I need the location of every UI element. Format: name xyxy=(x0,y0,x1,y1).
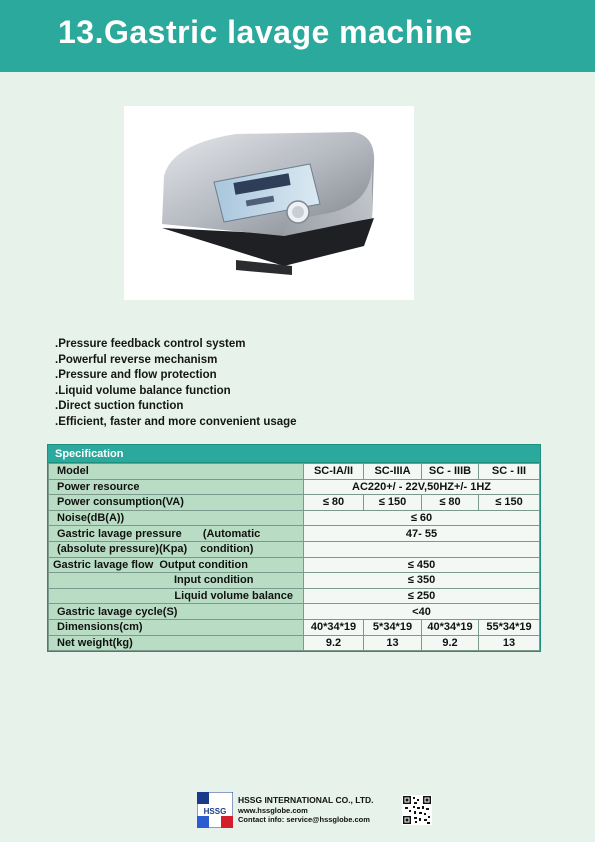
gastric-pressure-label xyxy=(49,526,304,542)
model-value: SC - IIIB xyxy=(422,464,479,480)
gastric-pressure-label-unit: (absolute pressure)(Kpa) xyxy=(57,543,188,556)
table-row xyxy=(49,479,540,495)
dimensions-value: 40*34*19 xyxy=(304,619,364,635)
dimensions-value: 40*34*19 xyxy=(422,619,479,635)
feature-item: .Powerful reverse mechanism xyxy=(55,353,218,366)
noise-label: Noise(dB(A)) xyxy=(49,510,304,526)
website-link[interactable]: www.hssglobe.com xyxy=(238,806,308,815)
gastric-flow-output-label xyxy=(49,557,304,573)
gastric-flow-label: Gastric lavage flow xyxy=(53,558,154,571)
weight-value: 9.2 xyxy=(304,635,364,651)
feature-item: .Pressure feedback control system xyxy=(55,338,246,350)
gastric-pressure-label-2 xyxy=(49,541,304,557)
hssg-logo-icon xyxy=(197,792,233,828)
cycle-value: <40 xyxy=(304,604,540,620)
power-consumption-value: ≤ 80 xyxy=(422,495,479,511)
table-row xyxy=(49,588,540,604)
weight-label: Net weight(kg) xyxy=(49,635,304,651)
product-photo xyxy=(124,106,414,300)
power-consumption-value: ≤ 150 xyxy=(479,495,540,511)
table-row xyxy=(49,557,540,573)
table-row xyxy=(49,635,540,651)
table-row xyxy=(49,604,540,620)
logo-text: HSSG xyxy=(203,807,227,816)
gastric-flow-balance-label: Liquid volume balance xyxy=(49,588,304,604)
gastric-pressure-value-2 xyxy=(304,541,540,557)
page-title: 13.Gastric lavage machine xyxy=(58,14,473,50)
model-value: SC-IIIA xyxy=(364,464,422,480)
dimensions-value: 5*34*19 xyxy=(364,619,422,635)
gastric-flow-balance-value: ≤ 250 xyxy=(304,588,540,604)
spec-grid xyxy=(48,463,540,651)
gastric-flow-input-label: Input condition xyxy=(49,573,304,589)
table-row xyxy=(49,619,540,635)
gastric-pressure-label-condition-2: condition) xyxy=(200,543,254,556)
dimensions-label: Dimensions(cm) xyxy=(49,619,304,635)
table-row xyxy=(49,541,540,557)
noise-value: ≤ 60 xyxy=(304,510,540,526)
model-value: SC-IA/II xyxy=(304,464,364,480)
table-row xyxy=(49,464,540,480)
model-label: Model xyxy=(49,464,304,480)
cycle-label: Gastric lavage cycle(S) xyxy=(49,604,304,620)
page-header xyxy=(0,0,595,72)
power-resource-label: Power resource xyxy=(49,479,304,495)
power-consumption-value: ≤ 150 xyxy=(364,495,422,511)
table-row xyxy=(49,510,540,526)
feature-item: .Efficient, faster and more convenient usage xyxy=(55,415,297,428)
power-consumption-label: Power consumption(VA) xyxy=(49,495,304,511)
gastric-pressure-label-main: Gastric lavage pressure xyxy=(57,527,182,540)
table-row xyxy=(49,526,540,542)
feature-list xyxy=(55,337,297,431)
gastric-flow-output-value: ≤ 450 xyxy=(304,557,540,573)
gastric-flow-output-condition: Output condition xyxy=(159,558,248,571)
table-row xyxy=(49,573,540,589)
weight-value: 13 xyxy=(479,635,540,651)
spec-title: Specification xyxy=(48,445,540,463)
weight-value: 13 xyxy=(364,635,422,651)
power-resource-value: AC220+/ - 22V,50HZ+/- 1HZ xyxy=(304,479,540,495)
model-value: SC - III xyxy=(479,464,540,480)
contact-info: Contact info: service@hssglobe.com xyxy=(238,815,370,824)
feature-item: .Liquid volume balance function xyxy=(55,384,231,397)
gastric-flow-input-value: ≤ 350 xyxy=(304,573,540,589)
qr-code-icon xyxy=(402,795,432,825)
table-row xyxy=(49,495,540,511)
dimensions-value: 55*34*19 xyxy=(479,619,540,635)
gastric-pressure-label-condition: (Automatic xyxy=(202,527,261,540)
gastric-lavage-machine-image xyxy=(124,106,414,300)
feature-item: .Direct suction function xyxy=(55,400,184,413)
specification-table xyxy=(47,444,541,652)
gastric-pressure-value: 47- 55 xyxy=(304,526,540,542)
company-name: HSSG INTERNATIONAL CO., LTD. xyxy=(238,795,374,805)
page-footer xyxy=(0,786,595,842)
weight-value: 9.2 xyxy=(422,635,479,651)
power-consumption-value: ≤ 80 xyxy=(304,495,364,511)
feature-item: .Pressure and flow protection xyxy=(55,369,217,382)
